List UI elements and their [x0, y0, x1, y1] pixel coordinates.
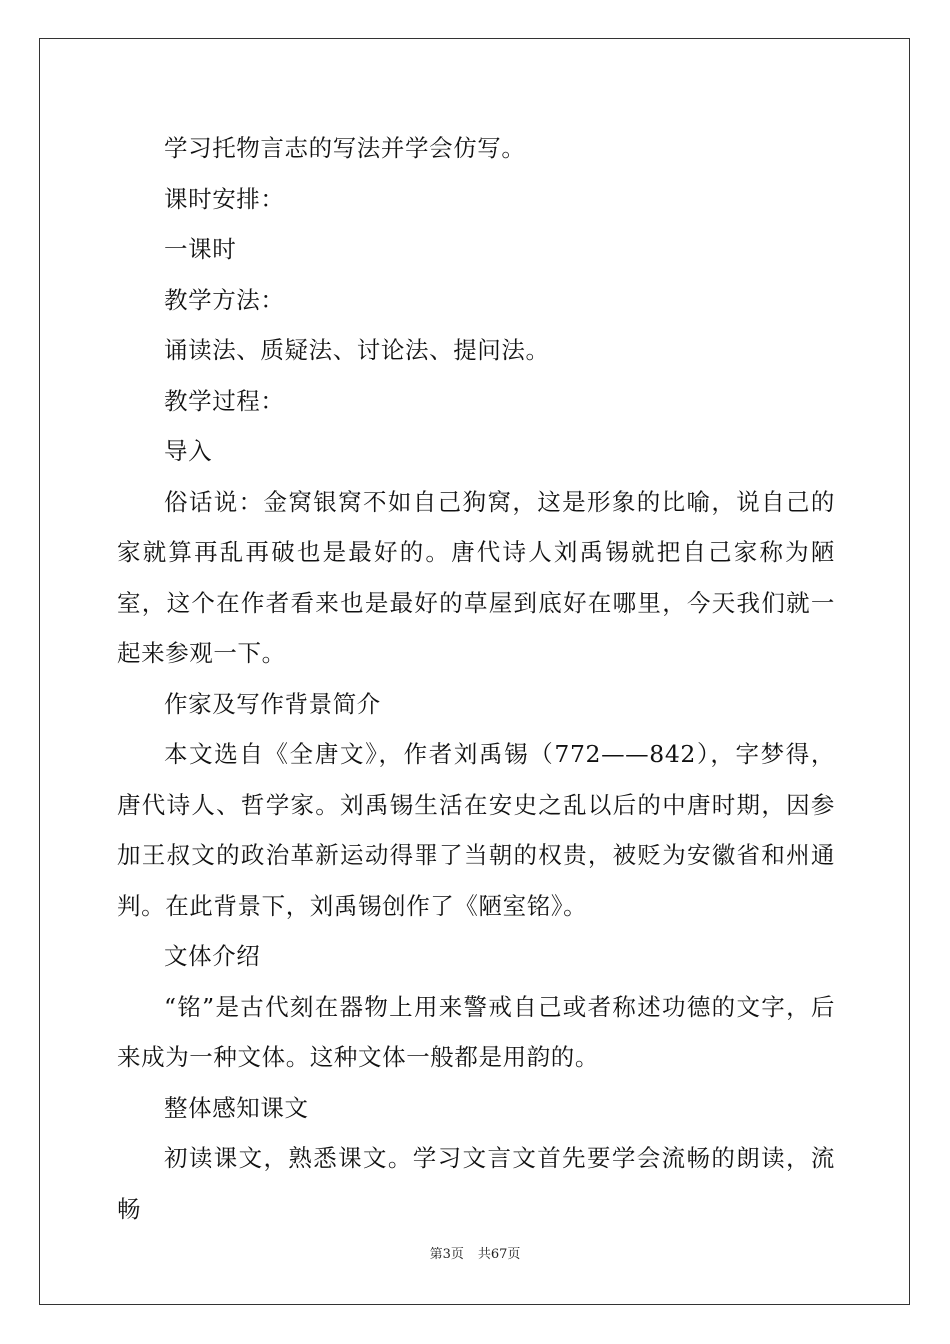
paragraph-objective: 学习托物言志的写法并学会仿写。: [164, 134, 526, 162]
paragraph-overview-body: 初读课文，熟悉课文。学习文言文首先要学会流畅的朗读，流畅: [117, 1144, 835, 1223]
page-number: 第3页: [429, 1247, 464, 1262]
paragraph-intro-body: 俗话说：金窝银窝不如自己狗窝，这是形象的比喻，说自己的家就算再乱再破也是最好的。唐代诗人刘禹锡就把自己家称为陋室，这个在作者看来也是最好的草屋到底好在哪里，今天我们就一起来参观一下。: [117, 487, 835, 667]
paragraph-schedule-heading: 课时安排：: [164, 184, 285, 213]
page-total: 共67页: [477, 1247, 521, 1262]
paragraph-intro-heading: 导入: [164, 437, 213, 465]
paragraph-methods-heading: 教学方法：: [164, 285, 285, 314]
paragraph-genre-body: “铭”是古代刻在器物上用来警戒自己或者称述功德的文字，后来成为一种文体。这种文体一般都是用韵的。: [117, 992, 835, 1071]
paragraph-author-body: 本文选自《全唐文》，作者刘禹锡（772——842），字梦得，唐代诗人、哲学家。刘禹锡生活在安史之乱以后的中唐时期，因参加王叔文的政治革新运动得罪了当朝的权贵，被贬为安徽省和州通判。在此背景下，刘禹锡创作了《陋室铭》。: [117, 740, 835, 920]
paragraph-genre-heading: 文体介绍: [164, 942, 261, 970]
paragraph-schedule-value: 一课时: [164, 235, 237, 263]
paragraph-author-heading: 作家及写作背景简介: [164, 689, 381, 718]
paragraph-methods-value: 诵读法、质疑法、讨论法、提问法。: [164, 336, 550, 364]
paragraph-process-heading: 教学过程：: [164, 386, 285, 415]
paragraph-overview-heading: 整体感知课文: [164, 1093, 309, 1122]
document-body: [117, 123, 835, 1234]
page-footer: [0, 1243, 950, 1262]
